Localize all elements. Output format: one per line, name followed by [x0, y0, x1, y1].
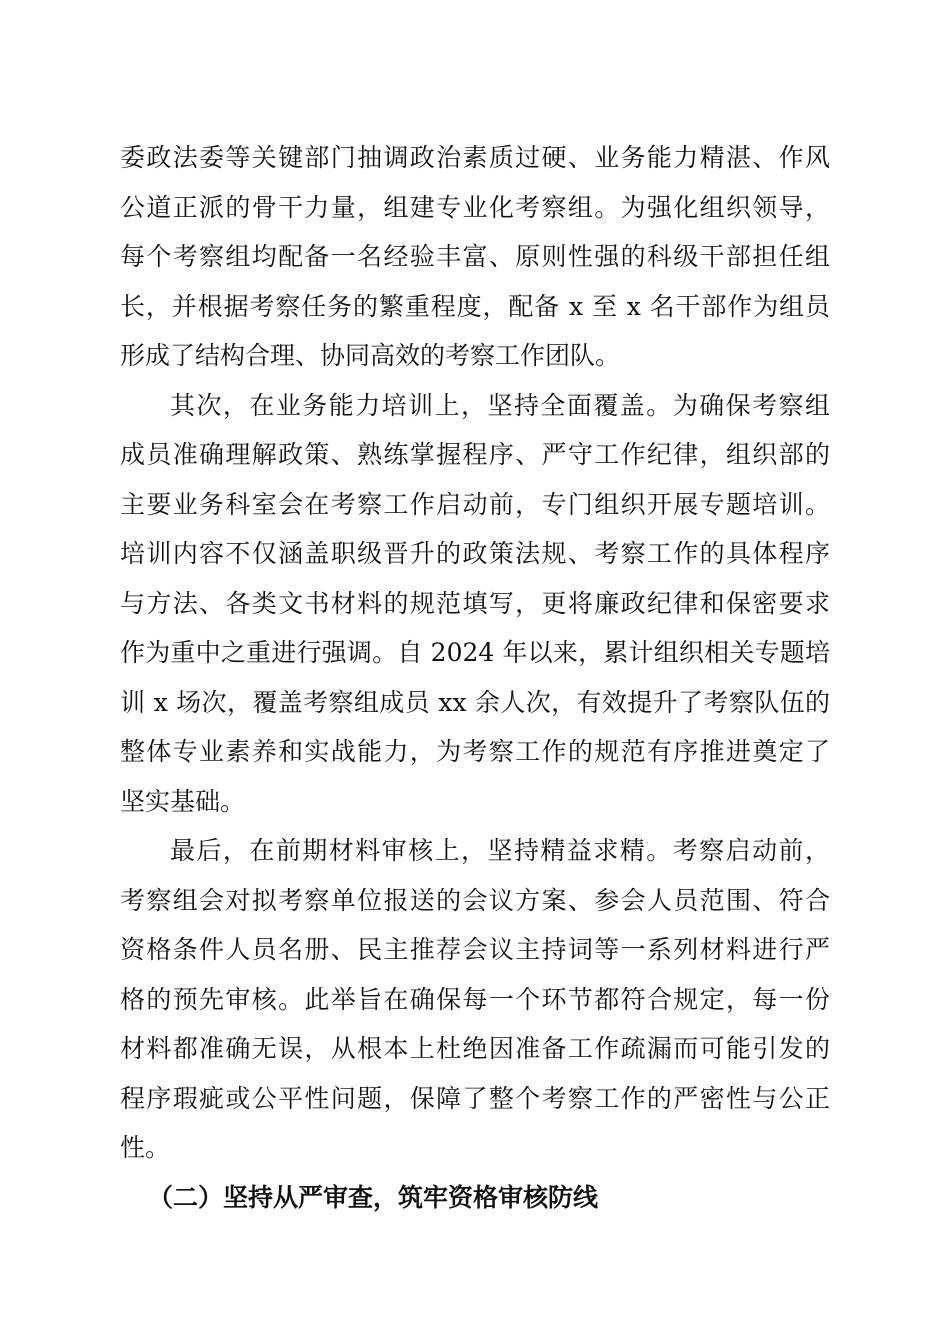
- paragraph-line: 每个考察组均配备一名经验丰富、原则性强的科级干部担任组: [120, 242, 830, 271]
- paragraph-line: 程序瑕疵或公平性问题，保障了整个考察工作的严密性与公正: [120, 1084, 830, 1113]
- paragraph-first-line: 其次，在业务能力培训上，坚持全面覆盖。为确保考察组: [170, 391, 830, 420]
- paragraph-line: 性。: [120, 1133, 171, 1162]
- paragraph-line: 训 x 场次，覆盖考察组成员 xx 余人次，有效提升了考察队伍的: [120, 688, 830, 717]
- paragraph-line: 整体专业素养和实战能力，为考察工作的规范有序推进奠定了: [120, 737, 830, 766]
- paragraph-line: 格的预先审核。此举旨在确保每一个环节都符合规定，每一份: [120, 985, 830, 1014]
- paragraph-line: 考察组会对拟考察单位报送的会议方案、参会人员范围、符合: [120, 886, 830, 915]
- paragraph-line: 主要业务科室会在考察工作启动前，专门组织开展专题培训。: [120, 490, 830, 519]
- paragraph-line: 坚实基础。: [120, 787, 246, 816]
- paragraph-line: 委政法委等关键部门抽调政治素质过硬、业务能力精湛、作风: [120, 143, 830, 172]
- paragraph-line: 资格条件人员名册、民主推荐会议主持词等一系列材料进行严: [120, 935, 830, 964]
- paragraph-line: 成员准确理解政策、熟练掌握程序、严守工作纪律，组织部的: [120, 440, 830, 469]
- paragraph-line: 作为重中之重进行强调。自 2024 年以来，累计组织相关专题培: [120, 638, 830, 667]
- paragraph-line: 形成了结构合理、协同高效的考察工作团队。: [120, 341, 621, 370]
- paragraph-line: 长，并根据考察任务的繁重程度，配备 x 至 x 名干部作为组员: [120, 292, 830, 321]
- paragraph-line: 公道正派的骨干力量，组建专业化考察组。为强化组织领导，: [120, 193, 830, 222]
- paragraph-line: 与方法、各类文书材料的规范填写，更将廉政纪律和保密要求: [120, 589, 830, 618]
- paragraph-line: 培训内容不仅涵盖职级晋升的政策法规、考察工作的具体程序: [120, 539, 830, 568]
- paragraph-line: 材料都准确无误，从根本上杜绝因准备工作疏漏而可能引发的: [120, 1034, 830, 1063]
- section-heading: （二）坚持从严审查，筑牢资格审核防线: [148, 1183, 599, 1212]
- paragraph-first-line: 最后，在前期材料审核上，坚持精益求精。考察启动前，: [170, 836, 830, 865]
